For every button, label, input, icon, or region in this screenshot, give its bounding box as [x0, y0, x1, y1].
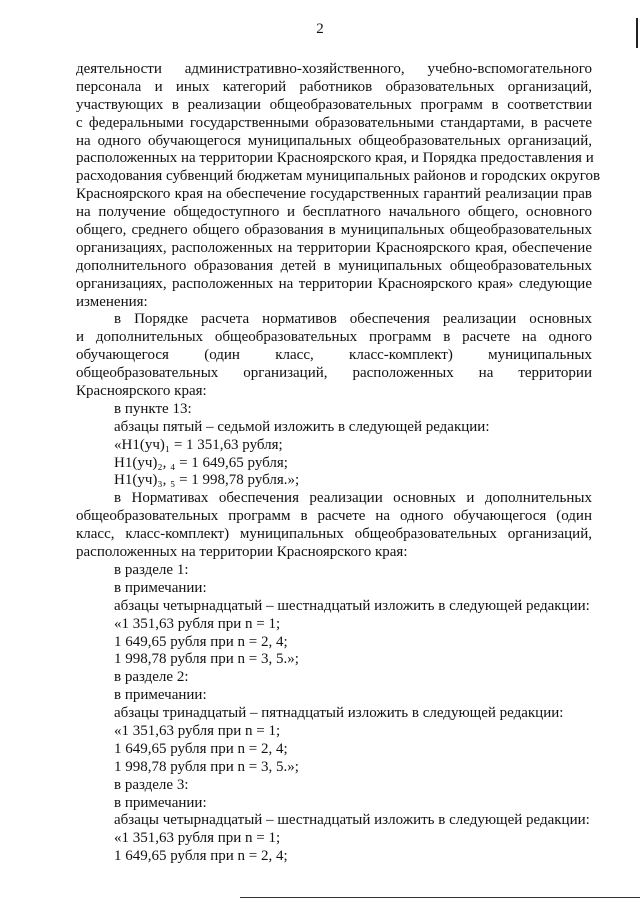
document-body: [76, 61, 601, 866]
text-line: общего, среднего общего образования в муниципальных общеобразовательных: [76, 222, 592, 239]
text-line: Н1(уч)₃, ₅ = 1 998,78 рубля.»;: [114, 472, 300, 489]
scan-margin-mark: [636, 18, 638, 48]
text-line: абзацы четырнадцатый – шестнадцатый изложить в следующей редакции:: [114, 597, 590, 614]
text-line: Н1(уч)₂, ₄ = 1 649,65 рубля;: [114, 454, 288, 471]
text-line: расходования субвенций бюджетам муниципальных районов и городских округов: [76, 168, 601, 185]
text-line: «1 351,63 рубля при n = 1;: [114, 615, 281, 632]
text-line: организациях, расположенных на территории Красноярского края» следующие: [76, 275, 592, 292]
text-line: и дополнительных общеобразовательных программ в расчете на одного: [76, 329, 592, 346]
text-line: абзацы тринадцатый – пятнадцатый изложить в следующей редакции:: [114, 705, 564, 722]
text-line: на получение общедоступного и бесплатного начального общего, основного: [76, 204, 592, 221]
text-line: общеобразовательных программ в расчете на одного обучающегося (один: [76, 508, 592, 525]
text-line: 1 998,78 рубля при n = 3, 5.»;: [114, 651, 299, 668]
text-line: в примечании:: [114, 794, 207, 811]
text-line: в Нормативах обеспечения реализации основных и дополнительных: [114, 490, 592, 507]
text-line: 1 649,65 рубля при n = 2, 4;: [114, 740, 288, 757]
text-line: в примечании:: [114, 687, 207, 704]
text-line: «1 351,63 рубля при n = 1;: [114, 830, 281, 847]
text-line: общеобразовательных организаций, расположенных на территории: [76, 365, 592, 382]
text-line: класс, класс-комплект) муниципальных общеобразовательных организаций,: [76, 526, 592, 543]
text-line: на одного обучающегося муниципальных общеобразовательных организаций,: [76, 132, 592, 149]
text-line: обучающегося (один класс, класс-комплект) муниципальных: [76, 347, 592, 364]
text-line: абзацы пятый – седьмой изложить в следующей редакции:: [114, 418, 490, 435]
text-line: дополнительного образования детей в муниципальных общеобразовательных: [76, 257, 592, 274]
text-line: участвующих в реализации общеобразовательных программ в соответствии: [76, 96, 592, 113]
text-line: «Н1(уч)₁ = 1 351,63 рубля;: [114, 436, 283, 453]
text-line: персонала и иных категорий работников образовательных организаций,: [76, 78, 592, 95]
text-line: 1 649,65 рубля при n = 2, 4;: [114, 633, 288, 650]
text-line: 1 649,65 рубля при n = 2, 4;: [114, 848, 288, 865]
text-line: в разделе 3:: [114, 776, 189, 793]
text-line: в пункте 13:: [114, 400, 192, 417]
text-line: организациях, расположенных на территории Красноярского края, обеспечение: [76, 239, 592, 256]
text-line: расположенных на территории Красноярского края, и Порядка предоставления и: [76, 150, 594, 167]
text-line: абзацы четырнадцатый – шестнадцатый изложить в следующей редакции:: [114, 812, 590, 829]
bottom-rule: [240, 897, 640, 898]
text-line: «1 351,63 рубля при n = 1;: [114, 722, 281, 739]
text-line: с федеральными государственными образовательными стандартами, в расчете: [76, 114, 592, 131]
text-line: 1 998,78 рубля при n = 3, 5.»;: [114, 758, 299, 775]
text-line: в разделе 2:: [114, 669, 189, 686]
text-line: изменения:: [76, 293, 148, 310]
text-line: в Порядке расчета нормативов обеспечения реализации основных: [114, 311, 592, 328]
text-line: Красноярского края:: [76, 383, 207, 400]
text-line: деятельности административно-хозяйственного, учебно-вспомогательного: [76, 61, 592, 77]
text-line: в примечании:: [114, 579, 207, 596]
text-line: в разделе 1:: [114, 561, 189, 578]
page-number: 2: [316, 21, 324, 37]
text-line: расположенных на территории Красноярского края:: [76, 544, 408, 561]
text-line: Красноярского края на обеспечение государственных гарантий реализации прав: [76, 186, 592, 203]
